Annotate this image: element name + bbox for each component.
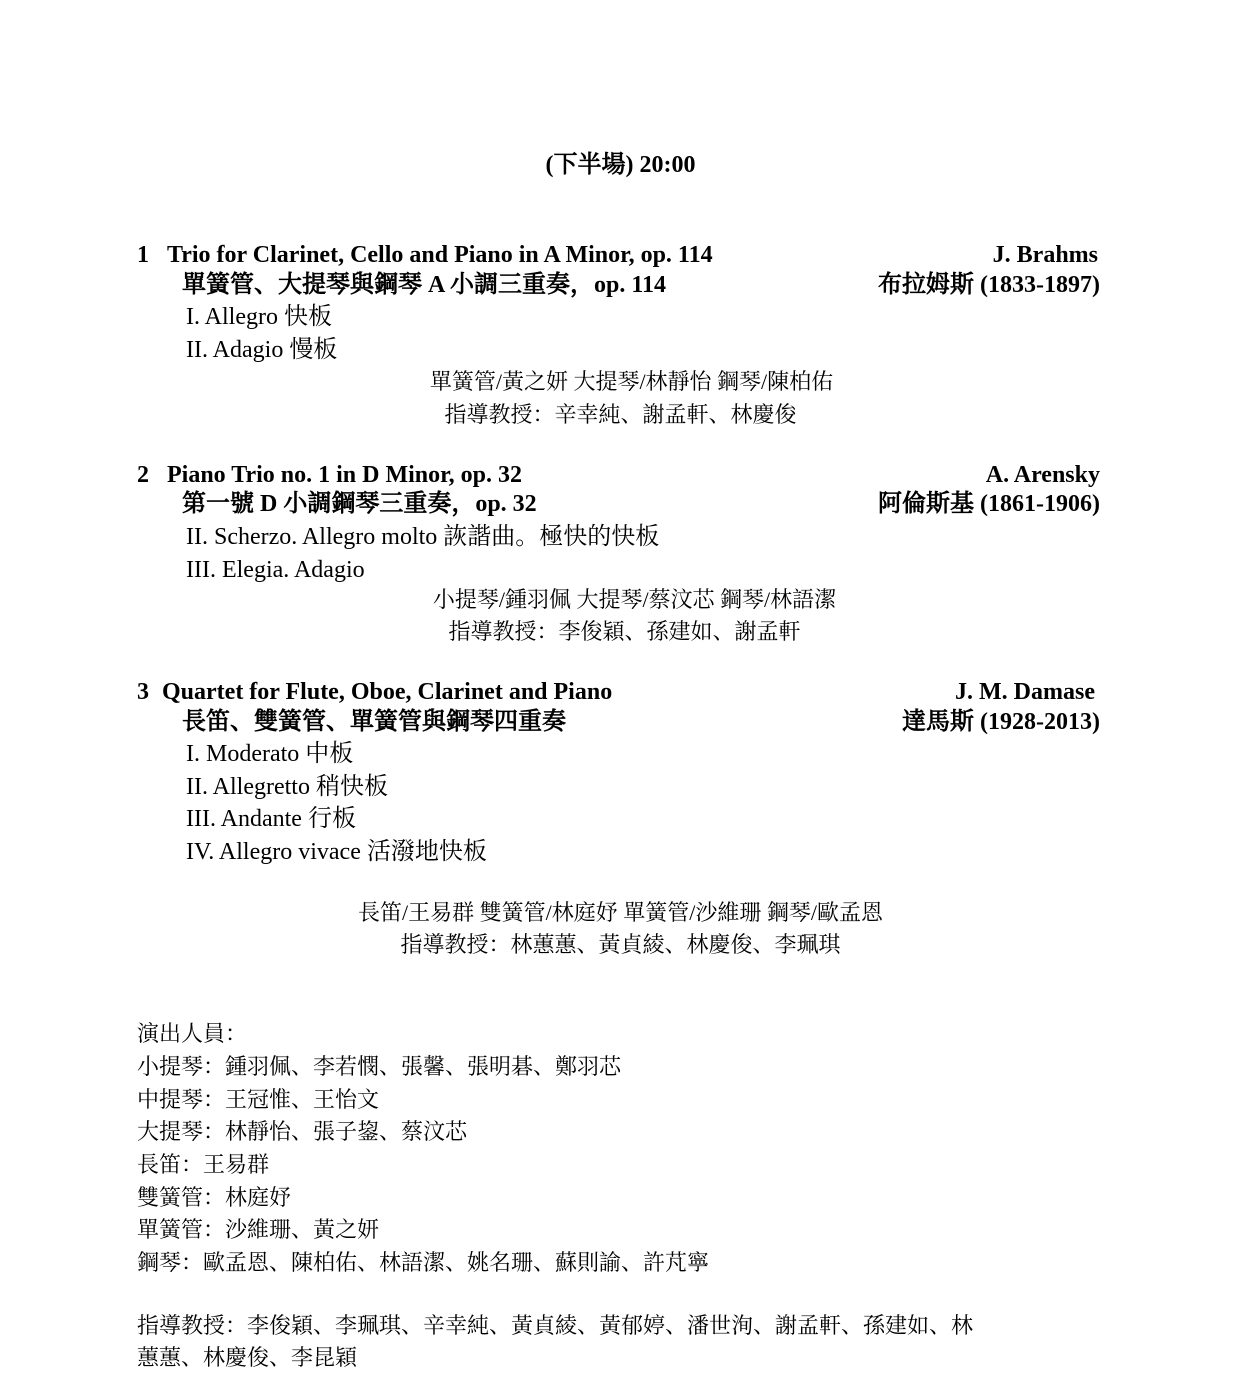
piece-1-advisors: 指導教授：辛幸純、謝孟軒、林慶俊 <box>444 402 797 427</box>
piece-1-performers: 單簧管/黃之妍 大提琴/林靜怡 鋼琴/陳柏佑 <box>429 369 834 394</box>
roster-line: 鋼琴：歐孟恩、陳柏佑、林語潔、姚名珊、蘇則諭、許芃寧 <box>137 1250 710 1275</box>
piece-3-number: 3 <box>137 679 149 705</box>
piece-3-title-en: Quartet for Flute, Oboe, Clarinet and Piano <box>162 679 613 705</box>
faculty-line: 指導教授：李俊穎、李珮琪、辛幸純、黃貞綾、黃郁婷、潘世洵、謝孟軒、孫建如、林 <box>137 1313 974 1338</box>
piece-2-title-en: Piano Trio no. 1 in D Minor, op. 32 <box>167 462 522 488</box>
piece-3-composer-en: J. M. Damase <box>955 679 1095 705</box>
piece-3-movement: III. Andante 行板 <box>186 806 356 832</box>
roster-line: 單簧管：沙維珊、黃之妍 <box>137 1217 380 1242</box>
piece-1-composer-en: J. Brahms <box>992 242 1098 268</box>
piece-1-title-zh: 單簧管、大提琴與鋼琴 A 小調三重奏，op. 114 <box>182 272 667 298</box>
piece-2-composer-en: A. Arensky <box>985 462 1100 488</box>
piece-3-movement: I. Moderato 中板 <box>186 741 354 767</box>
piece-3-movement: II. Allegretto 稍快板 <box>186 774 388 800</box>
roster-line: 中提琴：王冠惟、王怡文 <box>137 1087 380 1112</box>
program-section-title: (下半場) 20:00 <box>545 152 696 178</box>
piece-1-composer-zh: 布拉姆斯 (1833-1897) <box>878 272 1100 298</box>
faculty-line: 蕙蕙、林慶俊、李昆穎 <box>137 1345 358 1370</box>
piece-2-title-zh: 第一號 D 小調鋼琴三重奏，op. 32 <box>182 491 537 517</box>
piece-3-movement: IV. Allegro vivace 活潑地快板 <box>186 839 487 865</box>
piece-1-movement: I. Allegro 快板 <box>186 304 332 330</box>
piece-1-title-en: Trio for Clarinet, Cello and Piano in A Minor, op. 114 <box>167 242 713 268</box>
piece-2-composer-zh: 阿倫斯基 (1861-1906) <box>878 491 1100 517</box>
piece-2-performers: 小提琴/鍾羽佩 大提琴/蔡汶芯 鋼琴/林語潔 <box>432 587 837 612</box>
piece-2-movement: III. Elegia. Adagio <box>186 557 365 583</box>
piece-2-movement: II. Scherzo. Allegro molto 詼諧曲。極快的快板 <box>186 524 660 550</box>
roster-line: 長笛：王易群 <box>137 1152 270 1177</box>
piece-1-movement: II. Adagio 慢板 <box>186 337 338 363</box>
piece-3-title-zh: 長笛、雙簧管、單簧管與鋼琴四重奏 <box>182 709 566 735</box>
roster-line: 大提琴：林靜怡、張子鋆、蔡汶芯 <box>137 1119 468 1144</box>
piece-3-performers: 長笛/王易群 雙簧管/林庭妤 單簧管/沙維珊 鋼琴/歐孟恩 <box>358 900 883 925</box>
roster-line: 小提琴：鍾羽佩、李若憫、張馨、張明碁、鄭羽芯 <box>137 1054 622 1079</box>
roster-heading: 演出人員： <box>137 1021 248 1046</box>
roster-line: 雙簧管：林庭妤 <box>137 1185 292 1210</box>
piece-3-advisors: 指導教授：林蕙蕙、黃貞綾、林慶俊、李珮琪 <box>400 932 841 957</box>
piece-1-number: 1 <box>137 242 149 268</box>
piece-3-composer-zh: 達馬斯 (1928-2013) <box>902 709 1100 735</box>
piece-2-number: 2 <box>137 462 149 488</box>
piece-2-advisors: 指導教授：李俊穎、孫建如、謝孟軒 <box>448 619 801 644</box>
